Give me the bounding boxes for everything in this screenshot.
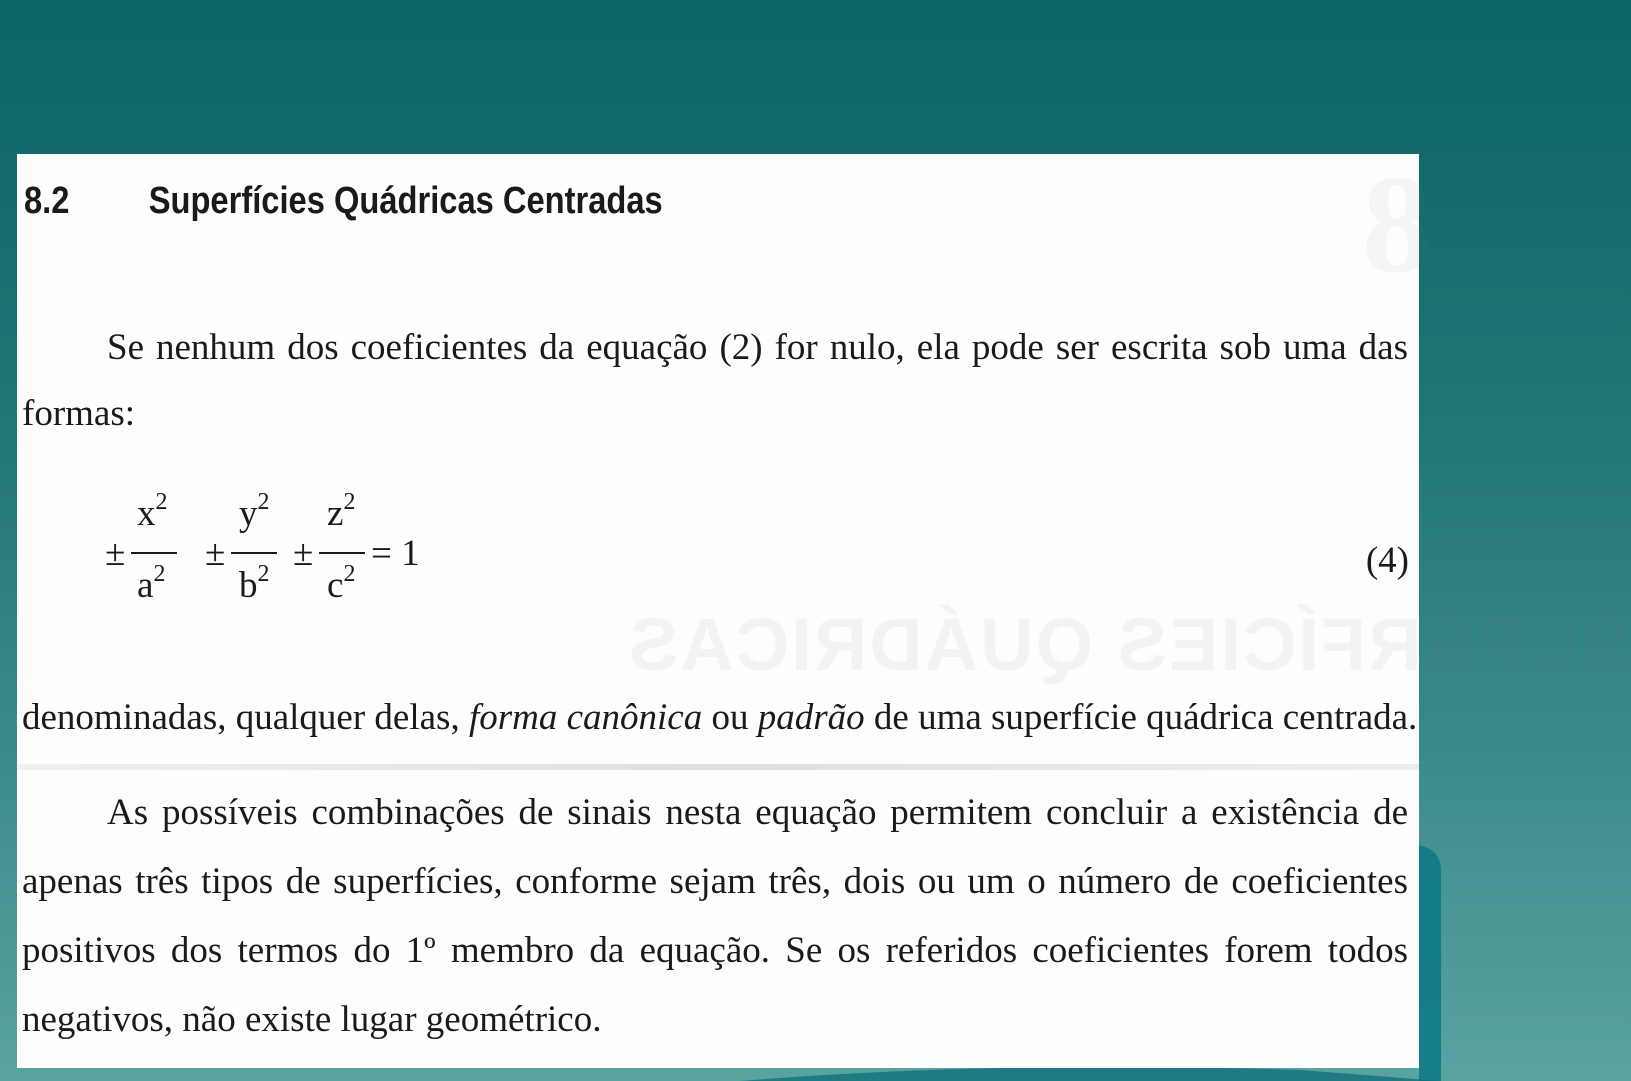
paragraph-2-mid: ou	[702, 697, 758, 738]
a-denominator	[137, 561, 166, 607]
x-exponent: 2	[155, 489, 168, 515]
paragraph-1-line-2: formas:	[22, 393, 136, 434]
y-symbol: y	[239, 493, 258, 534]
c-exponent: 2	[343, 561, 356, 587]
z-numerator	[327, 489, 356, 535]
paragraph-3-line-4: negativos, não existe lugar geométrico.	[22, 999, 602, 1040]
paragraph-2-post: de uma superfície quádrica centrada.	[864, 697, 1418, 738]
scanned-page	[17, 147, 1631, 1068]
y-exponent: 2	[257, 489, 270, 515]
b-exponent: 2	[257, 561, 270, 587]
plus-minus-sign-3: ±	[293, 533, 314, 574]
equation-number: (4)	[1365, 540, 1409, 581]
fraction-bar-x	[131, 552, 177, 554]
paragraph-2-pre: denominadas, qualquer delas,	[22, 697, 469, 738]
section-number: 8.2	[24, 180, 70, 222]
section-heading	[24, 180, 663, 223]
a-exponent: 2	[153, 561, 166, 587]
fraction-bar-y	[231, 552, 277, 554]
bleed-through-text: SUPERFÍCIES QUÁDRICAS	[627, 603, 1631, 686]
fraction-bar-z	[319, 552, 365, 554]
plus-minus-sign-1: ±	[105, 533, 126, 574]
c-symbol: c	[327, 565, 344, 606]
bleed-through-numeral: 8	[1362, 147, 1432, 302]
x-numerator	[137, 489, 168, 535]
y-numerator	[239, 489, 270, 535]
scan-artifact-line	[17, 764, 1419, 770]
z-exponent: 2	[343, 489, 356, 515]
b-denominator	[239, 561, 270, 607]
paragraph-3-line-3: positivos dos termos do 1º membro da equação. Se os referidos coeficientes forem todos	[22, 930, 1408, 971]
paragraph-3-line-2: apenas três tipos de superfícies, conforme sejam três, dois ou um o número de coeficientes	[22, 861, 1408, 902]
term-padrao: padrão	[757, 697, 865, 738]
term-forma-canonica: forma canônica	[468, 697, 703, 738]
paragraph-1-line-1: Se nenhum dos coeficientes da equação (2) for nulo, ela pode ser escrita sob uma das	[107, 327, 1408, 368]
paragraph-2	[22, 696, 1418, 740]
z-symbol: z	[327, 493, 344, 534]
a-symbol: a	[137, 565, 154, 606]
x-symbol: x	[137, 493, 156, 534]
plus-minus-sign-2: ±	[205, 533, 226, 574]
section-title: Superfícies Quádricas Centradas	[148, 180, 663, 222]
paragraph-3-line-1: As possíveis combinações de sinais nesta equação permitem concluir a existência de	[107, 792, 1408, 833]
equals-one: = 1	[371, 533, 420, 574]
b-symbol: b	[239, 565, 258, 606]
c-denominator	[327, 561, 356, 607]
